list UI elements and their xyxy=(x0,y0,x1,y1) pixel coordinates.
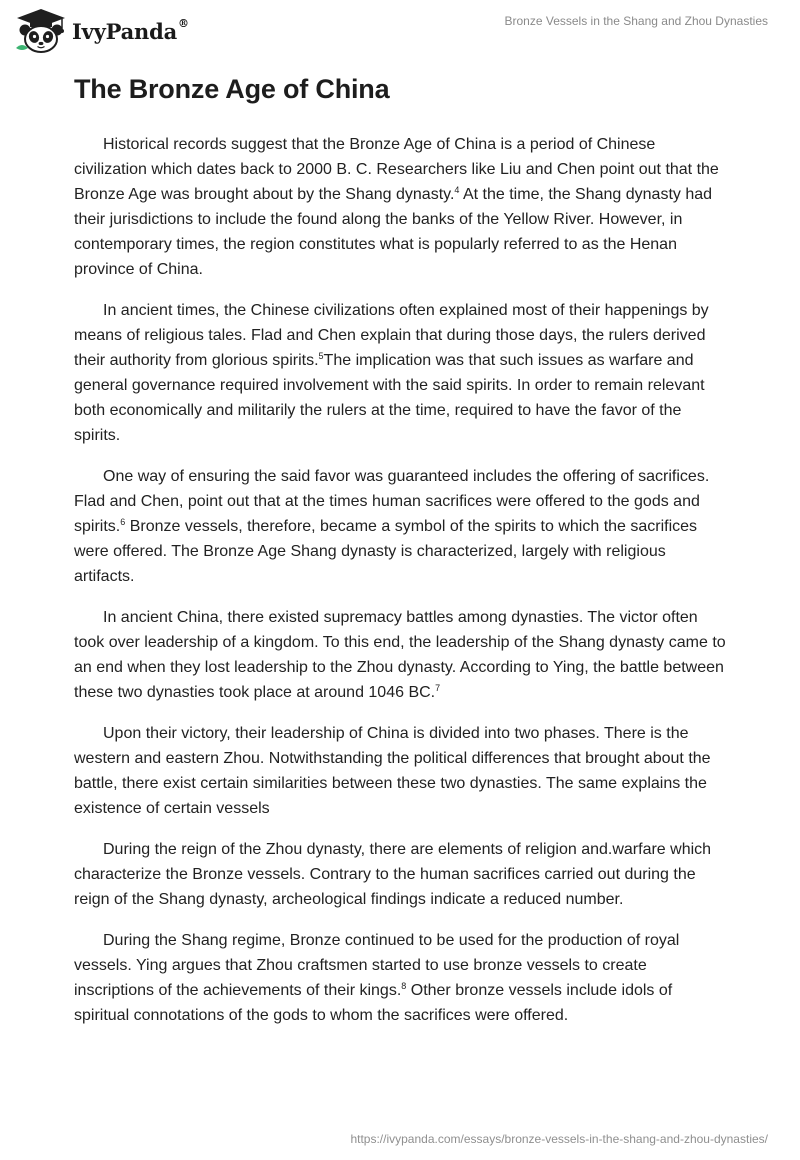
paragraph-text: Bronze vessels, therefore, became a symbol of the spirits to which the sacrifices were offered. The Bronze Age Shang dynasty is characterized, largely with religious artifacts. xyxy=(74,518,698,585)
paragraph xyxy=(74,605,726,705)
paragraph-text: One way of ensuring the said favor was guaranteed includes the offering of sacrifices. Flad and Chen, point out that at the times human sacrifices were offered to the gods and spirits. xyxy=(74,468,710,535)
paragraph-text: During the reign of the Zhou dynasty, there are elements of religion and.warfare which characterize the Bronze vessels. Contrary to the human sacrifices carried out during the reign of the Shang dynasty, archeological findings indicate a reduced number. xyxy=(74,841,712,908)
section-heading: The Bronze Age of China xyxy=(74,74,390,104)
paragraph-text: Historical records suggest that the Bronze Age of China is a period of Chinese civilization which dates back to 2000 B. C. Researchers like Liu and Chen point out that the Bronze Age was brought about by the Shang dynasty. xyxy=(74,136,719,203)
footnote-ref[interactable]: 8 xyxy=(401,981,407,991)
paragraph xyxy=(74,721,726,821)
panda-graduate-icon xyxy=(14,8,68,54)
paragraph xyxy=(74,837,726,912)
footnote-ref[interactable]: 4 xyxy=(454,185,460,195)
footnote-ref[interactable]: 7 xyxy=(435,683,441,693)
paragraph xyxy=(74,132,726,282)
registered-mark: ® xyxy=(178,16,189,30)
footnote-ref[interactable]: 6 xyxy=(120,517,126,527)
essay-body xyxy=(74,132,726,1044)
brand-name-text: IvyPanda xyxy=(72,18,178,44)
paragraph-text: In ancient China, there existed supremacy battles among dynasties. The victor often took over leadership of a kingdom. To this end, the leadership of the Shang dynasty came to an end when they lost leadership to the Zhou dynasty. According to Ying, the battle between these two dynasties took place at around 1046 BC. xyxy=(74,609,726,701)
brand-name xyxy=(72,16,189,44)
paragraph-text: At the time, the Shang dynasty had their jurisdictions to include the found along the banks of the Yellow River. However, in contemporary times, the region constitutes what is popularly referred to as the Henan province of China. xyxy=(74,186,713,278)
page-header xyxy=(0,0,800,60)
footnote-ref[interactable]: 5 xyxy=(318,351,324,361)
paragraph xyxy=(74,928,726,1028)
paragraph-text: Upon their victory, their leadership of China is divided into two phases. There is the western and eastern Zhou. Notwithstanding the political differences that brought about the battle, there exist certain similarities between these two dynasties. The same explains the existence of certain vessels xyxy=(74,725,711,817)
paragraph-text: The implication was that such issues as warfare and general governance required involvement with the said spirits. In order to remain relevant both economically and militarily the rulers at the time, required to have the favor of the spirits. xyxy=(74,352,705,444)
paragraph-text: Other bronze vessels include idols of spiritual connotations of the gods to whom the sacrifices were offered. xyxy=(74,982,673,1024)
paragraph-text: During the Shang regime, Bronze continued to be used for the production of royal vessels. Ying argues that Zhou craftsmen started to use bronze vessels to create inscriptions of the achievements of their kings. xyxy=(74,932,680,999)
paragraph xyxy=(74,464,726,589)
ivypanda-logo[interactable] xyxy=(14,8,189,54)
paragraph-text: In ancient times, the Chinese civilizations often explained most of their happenings by means of religious tales. Flad and Chen explain that during those days, the rulers derived their authority from glorious spirits. xyxy=(74,302,709,369)
source-url[interactable]: https://ivypanda.com/essays/bronze-vessels-in-the-shang-and-zhou-dynasties/ xyxy=(350,1132,768,1146)
document-title: Bronze Vessels in the Shang and Zhou Dynasties xyxy=(504,14,768,28)
paragraph xyxy=(74,298,726,448)
